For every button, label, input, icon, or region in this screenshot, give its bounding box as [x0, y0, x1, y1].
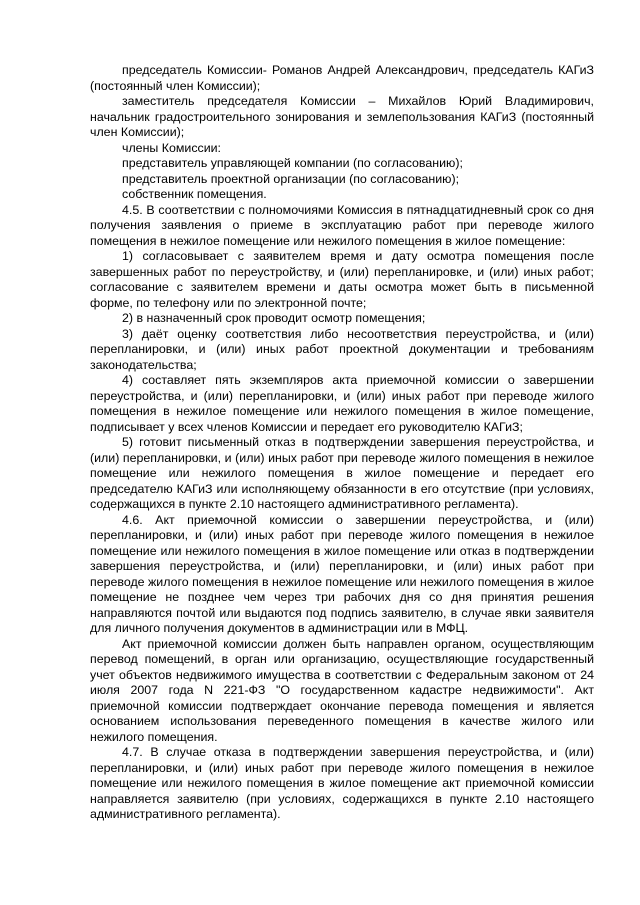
paragraph-item-1: 1) согласовывает с заявителем время и дату осмотра помещения после завершенных работ по переустройству, и (или) перепланировке, и (или) иных работ; согласование с заявителем времени и даты осмотра может быть в письменной форме, по телефону или по электронной почте;: [90, 249, 594, 310]
paragraph-members-heading: члены Комиссии:: [122, 140, 221, 155]
document-page: [90, 63, 594, 823]
paragraph-chairman: председатель Комиссии- Романов Андрей Александрович, председатель КАГиЗ (постоянный член Комиссии);: [90, 63, 594, 93]
paragraph-item-2: 2) в назначенный срок проводит осмотр помещения;: [122, 311, 426, 325]
paragraph-deputy-chairman: заместитель председателя Комиссии – Михайлов Юрий Владимирович, начальник градостроительного зонирования и землепользования КАГиЗ (постоянный член Комиссии);: [90, 94, 594, 139]
paragraph-act-acceptance: Акт приемочной комиссии должен быть направлен органом, осуществляющим перевод помещений, в орган или организацию, осуществляющие государственный учет объектов недвижимого имущества в соответствии с Федеральным законом от 24 июля 2007 года N 221-ФЗ "О государственном кадастре недвижимости". Акт приемочной комиссии подтверждает окончание перевода помещения и является основанием использования переведенного помещения в качестве жилого или нежилого помещения.: [90, 636, 594, 744]
paragraph-item-3: 3) даёт оценку соответствия либо несоответствия переустройства, и (или) перепланировки, и (или) иных работ проектной документации и требованиям законодательства;: [90, 326, 594, 372]
paragraph-item-4: 4) составляет пять экземпляров акта приемочной комиссии о завершении переустройства, и (или) перепланировки, и (или) иных работ при переводе жилого помещения в нежилое помещение или нежилого помещения в жилое помещение, подписывает у всех членов Комиссии и передает его руководителю КАГиЗ;: [90, 373, 594, 434]
paragraph-member-management-company: представитель управляющей компании (по согласованию);: [122, 156, 463, 170]
paragraph-section-4-7: 4.7. В случае отказа в подтверждении завершения переустройства, и (или) перепланировки, и (или) иных работ при переводе жилого помещения в нежилое помещение или нежилого помещения в жилое помещение акт приемочной комиссии направляется заявителю (при условиях, содержащихся в пункте 2.10 настоящего административного регламента).: [90, 745, 594, 821]
paragraph-item-5: 5) готовит письменный отказ в подтверждении завершения переустройства, и (или) перепланировки, и (или) иных работ при переводе жилого помещения в нежилое помещение или нежилого помещения в жилое помещение и передает его председателю КАГиЗ или исполняющему обязанности в его отсутствие (при условиях, содержащихся в пункте 2.10 настоящего административного регламента).: [90, 435, 594, 511]
paragraph-member-design-organization: представитель проектной организации (по согласованию);: [122, 171, 460, 186]
paragraph-member-owner: собственник помещения.: [122, 187, 267, 201]
paragraph-section-4-5: 4.5. В соответствии с полномочиями Комиссия в пятнадцатидневный срок со дня получения заявления о приеме в эксплуатацию работ при переводе жилого помещения в нежилое помещение или нежилого помещения в жилое помещение:: [90, 202, 594, 248]
paragraph-section-4-6: 4.6. Акт приемочной комиссии о завершении переустройства, и (или) перепланировки, и (или) иных работ при переводе жилого помещения в нежилое помещение или нежилого помещения в жилое помещение или отказ в подтверждении завершения переустройства, и (или) перепланировки, и (или) иных работ при переводе жилого помещения в нежилое помещение или нежилого помещения в жилое помещение не позднее чем через три рабочих дня со дня принятия решения направляются почтой или выдаются под подпись заявителю, в случае явки заявителя для личного получения документов в администрации или в МФЦ.: [90, 512, 594, 635]
